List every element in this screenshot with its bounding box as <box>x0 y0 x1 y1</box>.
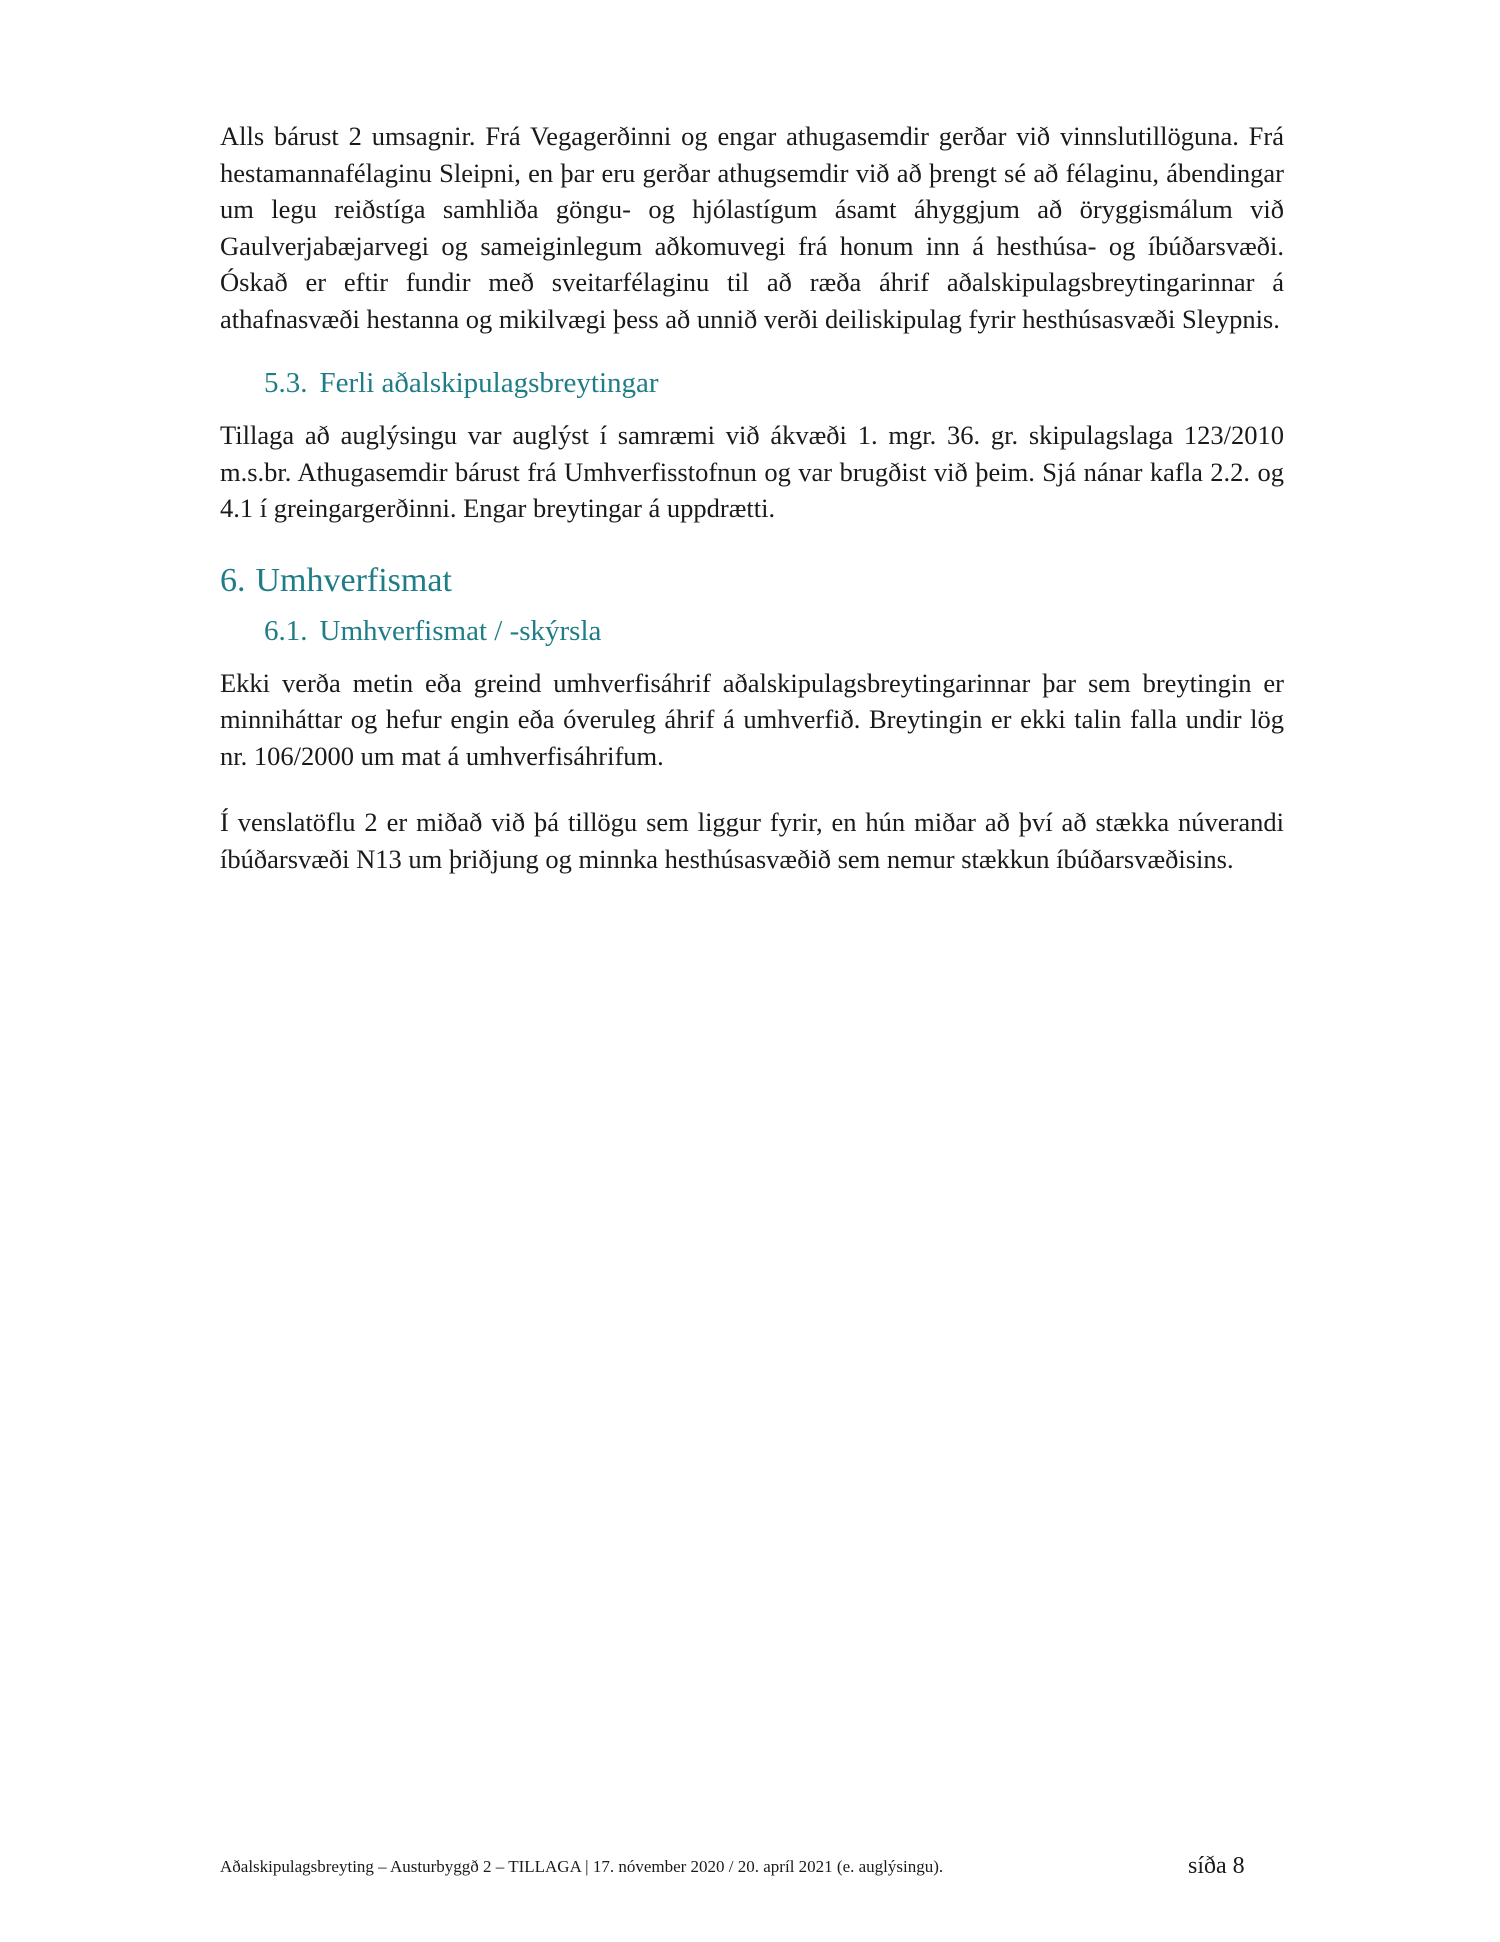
page-content <box>220 118 1284 877</box>
page-number: síða 8 <box>1188 1853 1245 1879</box>
paragraph-venslatafla: Í venslatöflu 2 er miðað við þá tillögu sem liggur fyrir, en hún miðar að því að stækka núverandi íbúðarsvæði N13 um þriðjung og minnka hesthúsasvæðið sem nemur stækkun íbúðarsvæðisins. <box>220 807 1284 874</box>
page-footer <box>220 1853 1284 1883</box>
heading-6-1 <box>220 613 1284 649</box>
paragraph-ferli: Tillaga að auglýsingu var auglýst í samræmi við ákvæði 1. mgr. 36. gr. skipulagslaga 123/2010 m.s.br. Athugasemdir bárust frá Umhverfisstofnun og var brugðist við þeim. Sjá nánar kafla 2.2. og 4.1 í greingargerðinni. Engar breytingar á uppdrætti. <box>220 420 1284 523</box>
footer-text: Aðalskipulagsbreyting – Austurbyggð 2 – TILLAGA | 17. nóvember 2020 / 20. apríl 2021 (e. auglýsingu). <box>220 1857 944 1876</box>
heading-5-3-title: Ferli aðalskipulagsbreytingar <box>319 367 659 399</box>
heading-6-number: 6. <box>220 561 246 599</box>
heading-5-3-number: 5.3. <box>264 367 308 399</box>
heading-6-1-title: Umhverfismat / -skýrsla <box>319 614 602 647</box>
heading-5-3 <box>220 365 1284 401</box>
paragraph-umhverfismat: Ekki verða metin eða greind umhverfisáhrif aðalskipulagsbreytingarinnar þar sem breytingin er minniháttar og hefur engin eða óveruleg áhrif á umhverfið. Breytingin er ekki talin falla undir lög nr. 106/2000 um mat á umhverfisáhrifum. <box>220 667 1284 771</box>
heading-6 <box>220 561 1284 601</box>
heading-6-title: Umhverfismat <box>255 561 452 599</box>
heading-6-1-number: 6.1. <box>264 614 308 647</box>
paragraph-umsagnir: Alls bárust 2 umsagnir. Frá Vegagerðinni og engar athugasemdir gerðar við vinnslutillöguna. Frá hestamannafélaginu Sleipni, en þar eru gerðar athugsemdir við að þrengt sé að félaginu, ábendingar um legu reiðstíga samhliða göngu- og hjólastígum ásamt áhyggjum að öryggismálum við Gaulverjabæjarvegi og sameiginlegum aðkomuvegi frá honum inn á hesthúsa- og íbúðarsvæði. Óskað er eftir fundir með sveitarfélaginu til að ræða áhrif aðalskipulagsbreytingarinnar á athafnasvæði hestanna og mikilvægi þess að unnið verði deiliskipulag fyrir hesthúsasvæði Sleypnis. <box>220 121 1284 334</box>
